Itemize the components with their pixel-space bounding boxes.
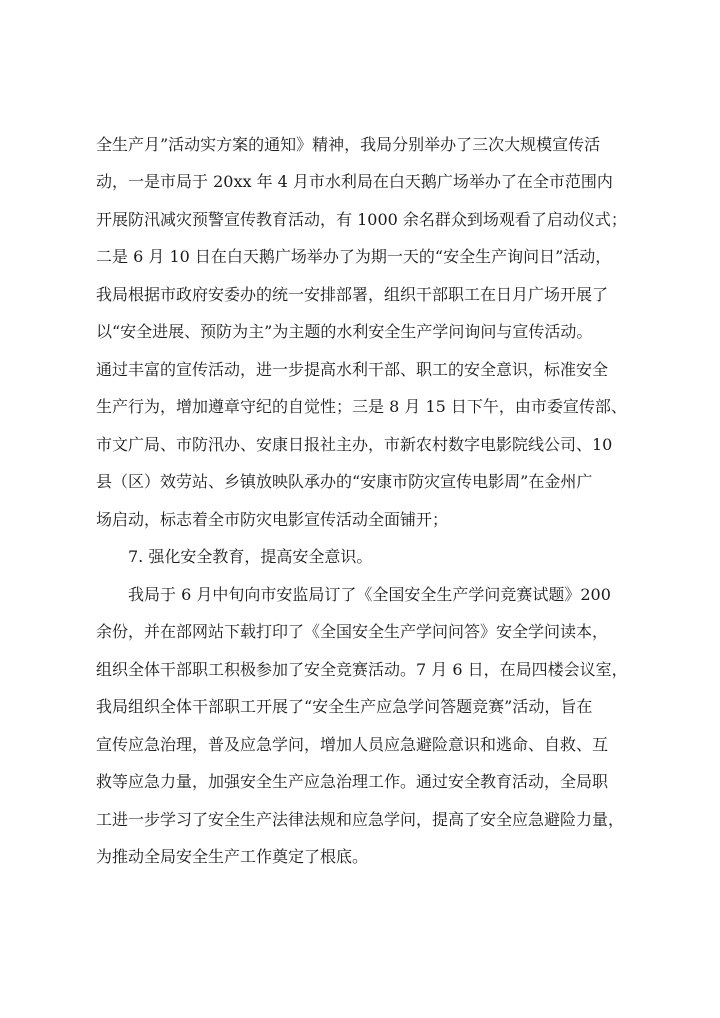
text-line: 二是 6 月 10 日在白天鹅广场举办了为期一天的“安全生产询问日”活动， bbox=[96, 247, 612, 266]
text-line: 余份，并在部网站下载打印了《全国安全生产学问问答》安全学问读本， bbox=[96, 622, 609, 641]
text-line: 我局于 6 月中旬向市安监局订了《全国安全生产学问竞赛试题》200 bbox=[96, 585, 611, 604]
text-line: 动，一是市局于 20xx 年 4 月市水利局在白天鹅广场举办了在全市范围内 bbox=[96, 172, 613, 191]
text-line: 我局组织全体干部职工开展了“安全生产应急学问答题竞赛”活动，旨在 bbox=[96, 697, 593, 716]
text-line: 组织全体干部职工积极参加了安全竞赛活动。7 月 6 日，在局四楼会议室， bbox=[96, 660, 628, 679]
text-line: 县（区）效劳站、乡镇放映队承办的“安康市防灾宣传电影周”在金州广 bbox=[96, 472, 593, 491]
text-line: 救等应急力量，加强安全生产应急治理工作。通过安全教育活动，全局职 bbox=[96, 772, 609, 791]
text-line: 宣传应急治理，普及应急学问，增加人员应急避险意识和逃命、自救、互 bbox=[96, 735, 609, 754]
text-line: 场启动，标志着全市防灾电影宣传活动全面铺开； bbox=[96, 510, 449, 529]
section-heading: 7. 强化安全教育，提高安全意识。 bbox=[96, 547, 373, 566]
text-line: 以“安全进展、预防为主”为主题的水利安全生产学问询问与宣传活动。 bbox=[96, 322, 593, 341]
text-line: 全生产月”活动实方案的通知》精神，我局分别举办了三次大规模宣传活 bbox=[96, 135, 601, 154]
text-line: 我局根据市政府安委办的统一安排部署，组织干部职工在日月广场开展了 bbox=[96, 285, 609, 304]
text-line: 工进一步学习了安全生产法律法规和应急学问，提高了安全应急避险力量， bbox=[96, 810, 625, 829]
text-line: 生产行为，增加遵章守纪的自觉性；三是 8 月 15 日下午，由市委宣传部、 bbox=[96, 397, 627, 416]
text-line: 通过丰富的宣传活动，进一步提高水利干部、职工的安全意识，标准安全 bbox=[96, 360, 609, 379]
text-line: 为推动全局安全生产工作奠定了根底。 bbox=[96, 847, 369, 866]
text-line: 市文广局、市防汛办、安康日报社主办，市新农村数字电影院线公司、10 bbox=[96, 435, 613, 454]
text-line: 开展防汛减灾预警宣传教育活动，有 1000 余名群众到场观看了启动仪式； bbox=[96, 210, 627, 229]
